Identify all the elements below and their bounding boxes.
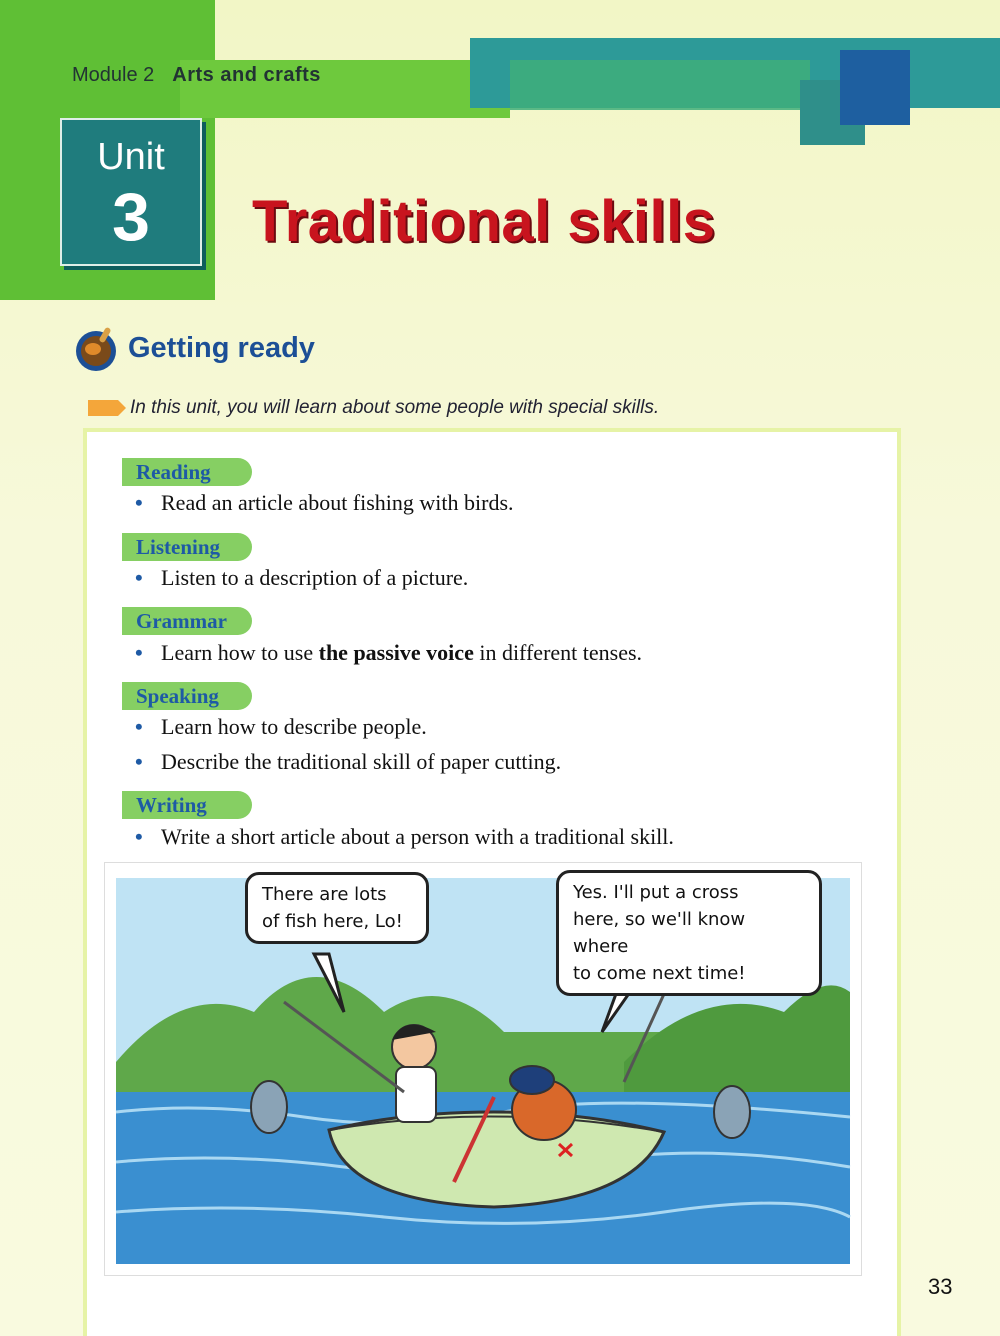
tag-reading: Reading (122, 458, 252, 486)
list-item: • Describe the traditional skill of paper cutting. (135, 749, 562, 774)
header-navy-square (840, 50, 910, 125)
speech-bubble-left: There are lots of fish here, Lo! (245, 872, 429, 944)
intro-text: In this unit, you will learn about some people with special skills. (130, 397, 660, 418)
header-teal-overlay (510, 60, 810, 110)
unit-badge (60, 118, 202, 266)
list-item: • Learn how to use the passive voice in different tenses. (135, 640, 643, 665)
module-heading (72, 64, 321, 87)
globe-icon (72, 325, 120, 373)
page-number: 33 (928, 1274, 953, 1299)
module-title: Arts and crafts (172, 64, 321, 86)
module-label: Module 2 (72, 64, 155, 86)
tag-grammar: Grammar (122, 607, 252, 635)
list-item: • Read an article about fishing with birds. (135, 490, 514, 515)
list-item: • Listen to a description of a picture. (135, 565, 469, 590)
speech-bubble-right: Yes. I'll put a cross here, so we'll know where to come next time! (556, 870, 822, 996)
unit-word: Unit (97, 136, 165, 178)
unit-title: Traditional skills (252, 189, 716, 254)
tag-writing: Writing (122, 791, 252, 819)
getting-ready-title: Getting ready (128, 332, 315, 364)
list-item: • Learn how to describe people. (135, 714, 427, 739)
arrow-icon (88, 400, 126, 416)
unit-number: 3 (112, 179, 150, 255)
tag-speaking: Speaking (122, 682, 252, 710)
list-item: • Write a short article about a person with a traditional skill. (135, 824, 674, 849)
tag-listening: Listening (122, 533, 252, 561)
